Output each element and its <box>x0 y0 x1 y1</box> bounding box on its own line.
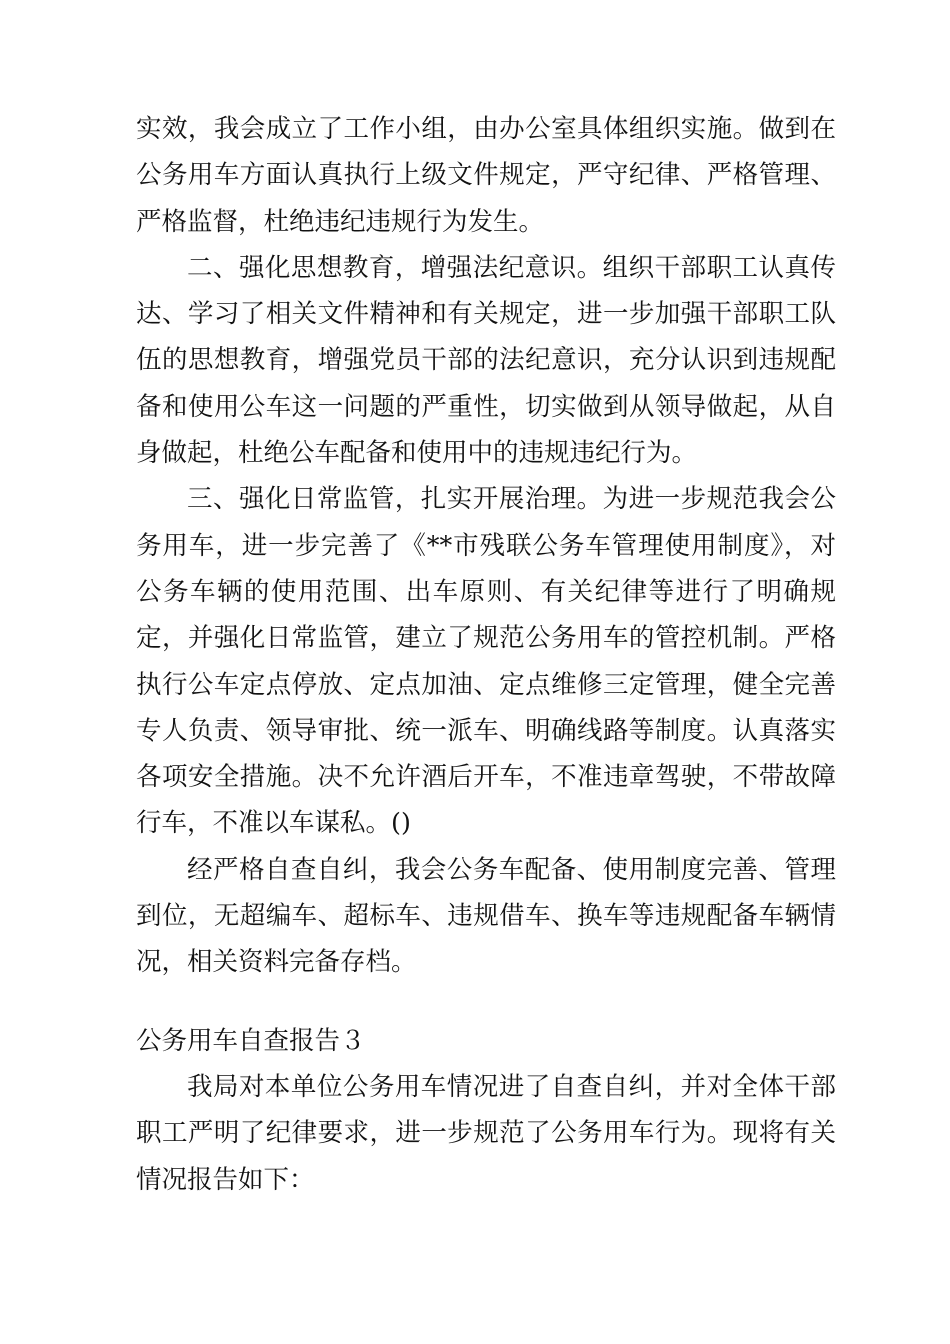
section-heading: 公务用车自查报告３ <box>136 1025 366 1056</box>
paragraph-daily-supervision: 三、强化日常监管，扎实开展治理。为进一步规范我会公务用车，进一步完善了《**市残联公务车管理使用制度》，对公务车辆的使用范围、出车原则、有关纪律等进行了明确规定，并强化日常监管，建立了规范公务用车的管控机制。严格执行公车定点停放、定点加油、定点维修三定管理，健全完善专人负责、领导审批、统一派车、明确线路等制度。认真落实各项安全措施。决不允许酒后开车，不准违章驾驶，不带故障行车，不准以车谋私。() <box>136 484 836 839</box>
document-body <box>136 106 836 1203</box>
paragraph-self-inspection-result: 经严格自查自纠，我会公务车配备、使用制度完善、管理到位，无超编车、超标车、违规借车、换车等违规配备车辆情况，相关资料完备存档。 <box>136 854 836 978</box>
paragraph-continuation: 实效，我会成立了工作小组，由办公室具体组织实施。做到在公务用车方面认真执行上级文件规定，严守纪律、严格管理、严格监督，杜绝违纪违规行为发生。 <box>136 114 836 237</box>
paragraph-report-intro: 我局对本单位公务用车情况进了自查自纠，并对全体干部职工严明了纪律要求，进一步规范了公务用车行为。现将有关情况报告如下： <box>136 1071 836 1195</box>
paragraph-ideological-education: 二、强化思想教育，增强法纪意识。组织干部职工认真传达、学习了相关文件精神和有关规定，进一步加强干部职工队伍的思想教育，增强党员干部的法纪意识，充分认识到违规配备和使用公车这一问题的严重性，切实做到从领导做起，从自身做起，杜绝公车配备和使用中的违规违纪行为。 <box>136 252 836 469</box>
